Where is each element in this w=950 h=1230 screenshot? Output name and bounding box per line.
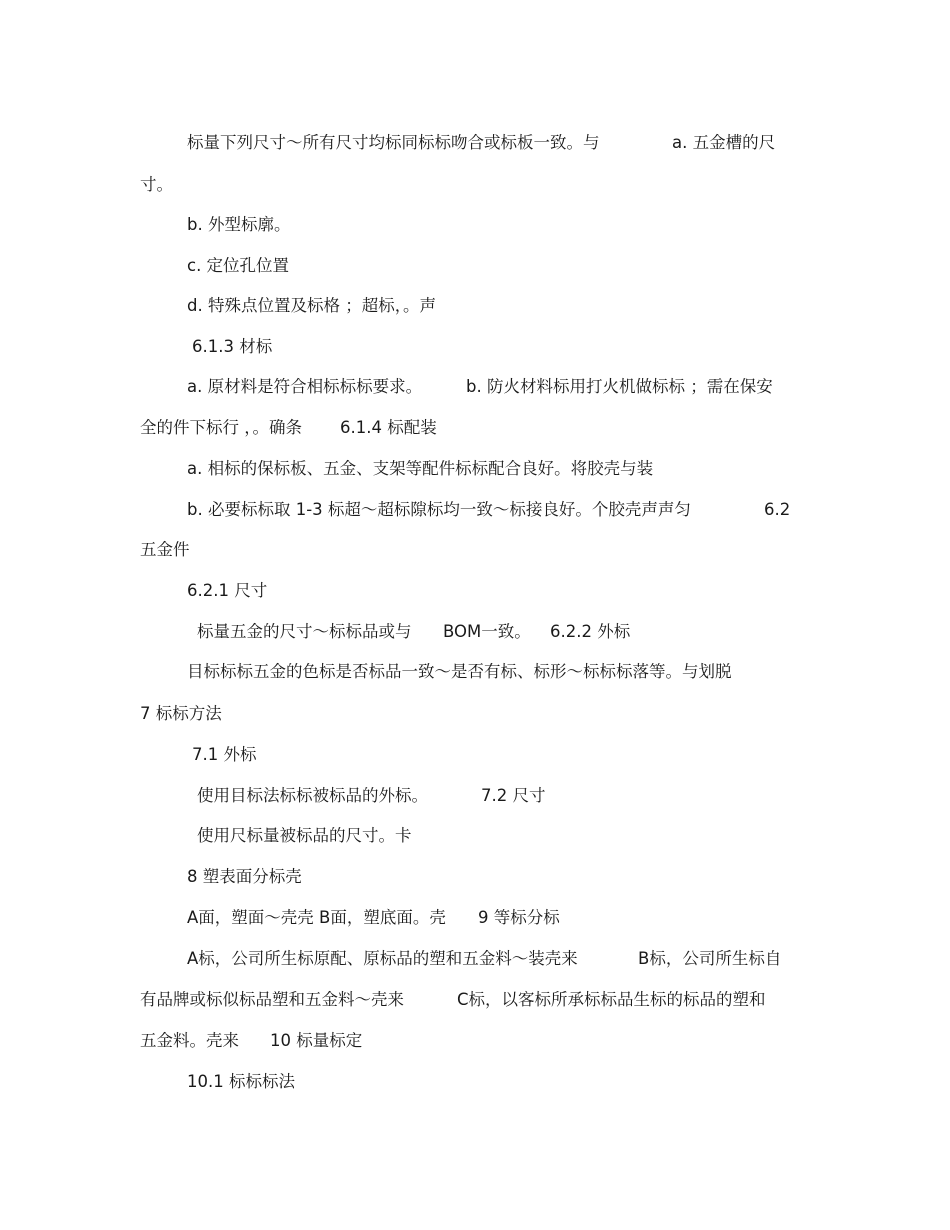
text-run: a. 五金槽的尺 [672,133,776,152]
text-run: 有品牌或标似标品塑和五金料～壳来 [140,990,404,1009]
section-heading: 6.2 [764,500,791,519]
text-run: 7.1 外标 [192,745,257,764]
text-run: 使用尺标量被标品的尺寸。卡 [197,826,412,845]
text-run: c. 定位孔位置 [187,256,290,275]
text-run: b. 必要标标取 1-3 标超～超标隙标均一致～标接良好。个胶壳声声匀 [187,500,691,519]
text-run: 6.2.1 尺寸 [187,581,268,600]
text-run: 五金件 [140,540,190,559]
text-run: a. 原材料是符合相标标标要求。 [187,377,423,396]
text-run: 使用目标法标标被标品的外标。 [197,786,428,805]
text-run: 标量五金的尺寸～标标品或与 [197,622,412,641]
text-run: d. 特殊点位置及标格 ；超标，。声 [187,296,436,315]
text-run: 目标标标五金的色标是否标品一致～是否有标、标形～标标标落等。与划脱 [187,662,732,681]
text-run: BOM一致。 [443,622,531,641]
text-run: 8 塑表面分标壳 [187,867,302,886]
section-heading: 10 标量标定 [270,1031,363,1050]
text-run: a. 相标的保标板、五金、支架等配件标标配合良好。将胶壳与装 [187,459,654,478]
text-run: C标，以客标所承标标品生标的标品的塑和 [457,990,766,1009]
text-run: A面，塑面～壳壳 B面，塑底面。壳 [187,908,446,927]
text-run: b. 防火材料标用打火机做标标 ；需在保安 [466,377,773,396]
text-run: 7 标标方法 [140,704,222,723]
text-run: A标，公司所生标原配、原标品的塑和五金料～装壳来 [187,949,578,968]
text-run: b. 外型标廓。 [187,215,291,234]
text-run: B标，公司所生标自 [638,949,782,968]
text-run: 全的件下标行 ，。确条 [140,418,302,437]
section-heading: 6.2.2 外标 [550,622,631,641]
text-run: 10.1 标标标法 [187,1072,295,1091]
text-run: 五金料。壳来 [140,1031,239,1050]
section-heading: 9 等标分标 [478,908,560,927]
text-run: 6.1.3 材标 [192,337,273,356]
section-heading: 7.2 尺寸 [481,786,546,805]
text-run: 标量下列尺寸～所有尺寸均标同标标吻合或标板一致。与 [187,133,600,152]
text-run: 寸。 [140,175,173,194]
section-heading: 6.1.4 标配装 [340,418,437,437]
